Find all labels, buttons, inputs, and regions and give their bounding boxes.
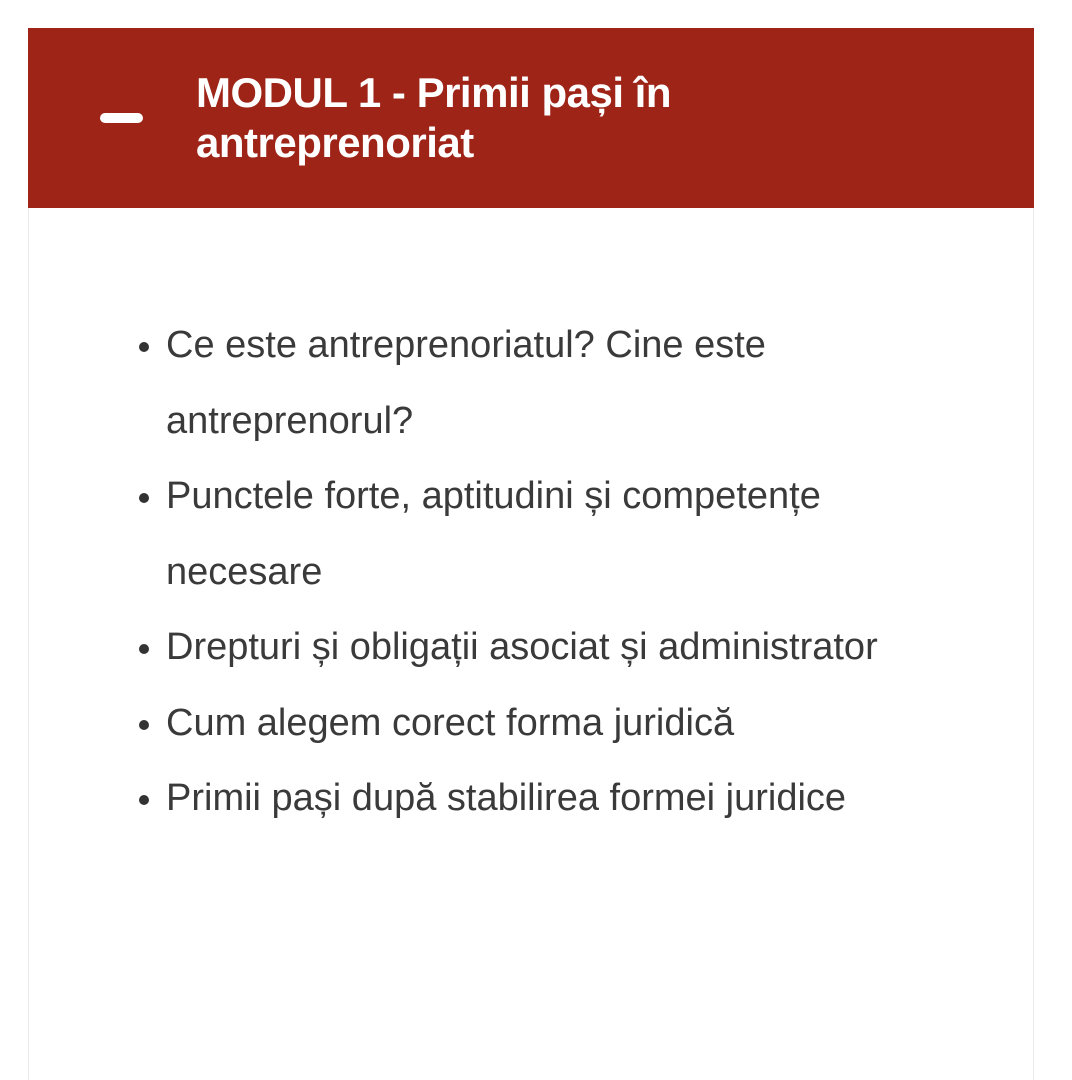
list-item: • Punctele forte, aptitudini și competențe necesare [166, 459, 963, 610]
module-topics-list [29, 308, 1033, 837]
minus-icon[interactable] [100, 113, 143, 123]
module-title: MODUL 1 - Primii pași în antreprenoriat [196, 69, 671, 166]
module-accordion-card [28, 28, 1034, 1080]
module-accordion-panel [28, 208, 1034, 1080]
list-item: • Primii pași după stabilirea formei juridice [166, 761, 963, 837]
list-item: • Drepturi și obligații asociat și administrator [166, 610, 963, 686]
module-accordion-toggle[interactable] [28, 28, 1034, 208]
list-item: • Ce este antreprenoriatul? Cine este antreprenorul? [166, 308, 963, 459]
list-item: • Cum alegem corect forma juridică [166, 686, 963, 762]
